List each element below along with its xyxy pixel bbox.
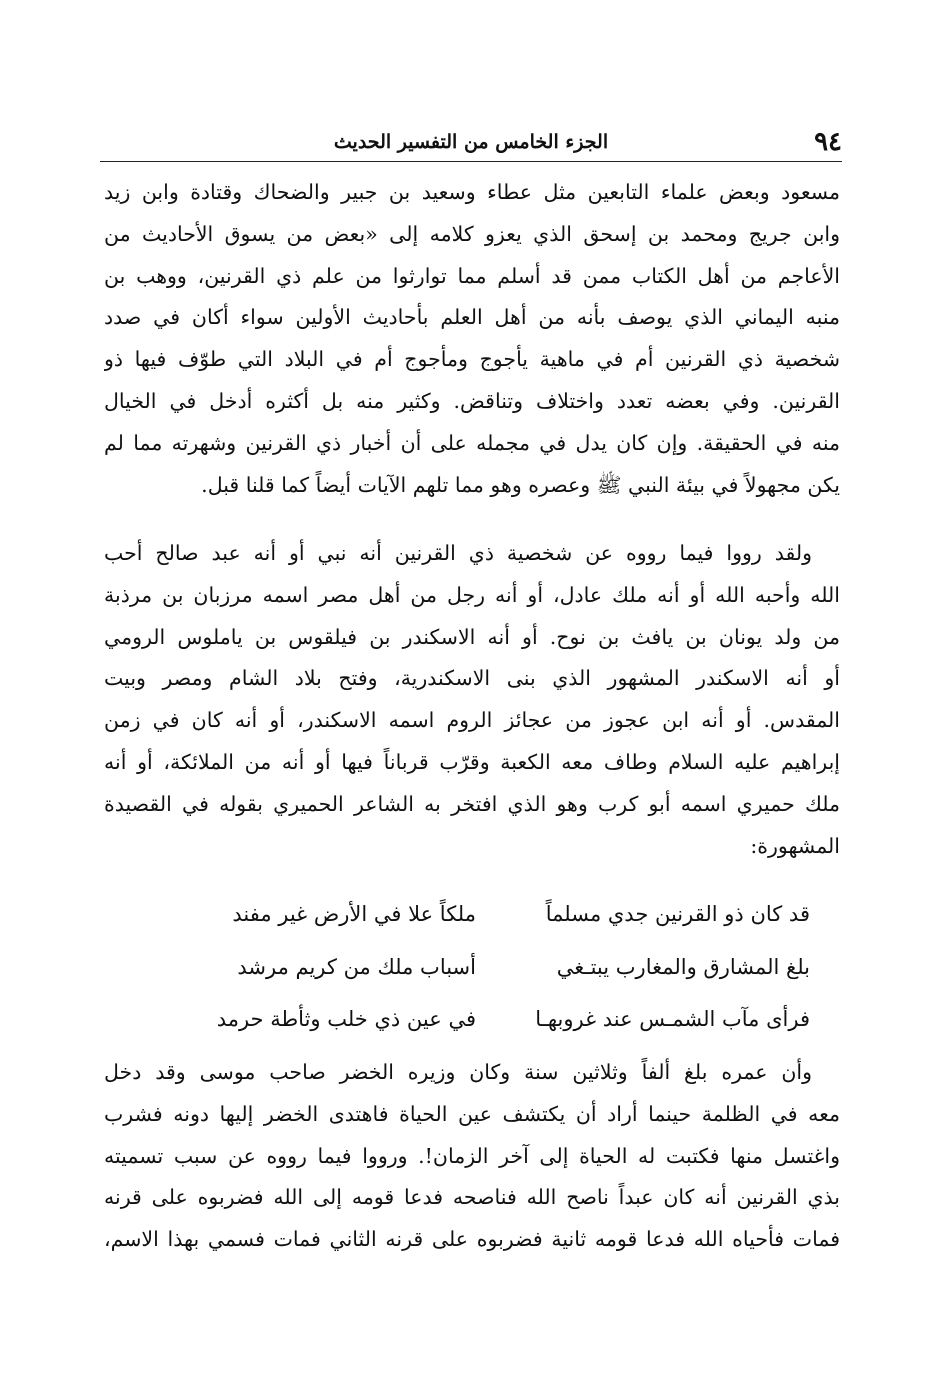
poem bbox=[150, 888, 810, 1046]
paragraph-line: القرنين. وفي بعضه تعدد واختلاف وتناقض. وكثير منه بل أكثره أدخل في الخيال bbox=[104, 388, 840, 413]
page-number: ٩٤ bbox=[814, 127, 842, 157]
poem-first-hemistich: قد كان ذو القرنين جدي مسلماً bbox=[545, 902, 810, 926]
paragraph-line: المقدس. أو أنه ابن عجوز من عجائز الروم اسمه الاسكندر، أو أنه كان في زمن bbox=[104, 708, 840, 733]
paragraph-line: أو أنه الاسكندر المشهور الذي بنى الاسكندرية، وفتح بلاد الشام ومصر وبيت bbox=[104, 666, 840, 691]
paragraph-3 bbox=[104, 1052, 840, 1261]
page-header bbox=[100, 126, 842, 158]
poem-second-hemistich: في عين ذي خلب وثأطة حرمد bbox=[216, 1007, 476, 1031]
paragraph-line: منه في الحقيقة. وإن كان يدل في مجمله على أن أخبار ذي القرنين وشهرته مما لم bbox=[104, 430, 840, 455]
running-title: الجزء الخامس من التفسير الحديث bbox=[333, 131, 609, 153]
paragraph-line: شخصية ذي القرنين أم في ماهية يأجوج ومأجوج أم في البلاد التي طوّف فيها ذو bbox=[104, 347, 840, 372]
poem-verse bbox=[150, 941, 810, 994]
paragraph-line: بذي القرنين أنه كان عبداً ناصح الله فناصحه فدعا قومه إلى الله فضربوه على قرنه bbox=[104, 1185, 840, 1210]
poem-second-hemistich: ملكاً علا في الأرض غير مفند bbox=[232, 902, 476, 926]
paragraph-line: الأعاجم من أهل الكتاب ممن قد أسلم مما توارثوا من علم ذي القرنين، ووهب بن bbox=[104, 263, 840, 288]
paragraph-line: وابن جريج ومحمد بن إسحق الذي يعزو كلامه إلى «بعض من يسوق الأحاديث من bbox=[104, 221, 840, 246]
poem-second-hemistich: أسباب ملك من كريم مرشد bbox=[237, 954, 476, 979]
paragraph-line: ملك حميري اسمه أبو كرب وهو الذي افتخر به الشاعر الحميري بقوله في القصيدة bbox=[104, 791, 840, 816]
paragraph-line: ولقد رووا فيما رووه عن شخصية ذي القرنين أنه نبي أو أنه عبد صالح أحب bbox=[104, 541, 812, 565]
poem-first-hemistich: بلغ المشارق والمغارب يبتـغي bbox=[556, 954, 810, 979]
poem-verse bbox=[150, 888, 810, 941]
paragraph-line: معه في الظلمة حينما أراد أن يكتشف عين الحياة فاهتدى الخضر إليها دونه فشرب bbox=[104, 1101, 840, 1126]
paragraph-line: فمات فأحياه الله فدعا قومه ثانية فضربوه على قرنه الثاني فمات فسمي بهذا الاسم، bbox=[104, 1227, 840, 1252]
poem-verse bbox=[150, 993, 810, 1046]
paragraph-line: منبه اليماني الذي يوصف بأنه من أهل العلم بأحاديث الأولين سواء أكان في صدد bbox=[104, 305, 840, 330]
poem-first-hemistich: فرأى مآب الشمـس عند غروبهـا bbox=[535, 1007, 810, 1031]
paragraph-line: من ولد يونان بن يافث بن نوح. أو أنه الاسكندر بن فيلقوس بن ياملوس الرومي bbox=[104, 624, 840, 649]
header-rule bbox=[100, 161, 842, 162]
paragraph-line: يكن مجهولاً في بيئة النبي ﷺ وعصره وهو مما تلهم الآيات أيضاً كما قلنا قبل. bbox=[201, 472, 840, 497]
paragraph-line: الله وأحبه الله أو أنه ملك عادل، أو أنه رجل من أهل مصر اسمه مرزبان بن مرذبة bbox=[104, 582, 840, 607]
paragraph-line: واغتسل منها فكتبت له الحياة إلى آخر الزمان!. ورووا فيما رووه عن سبب تسميته bbox=[104, 1143, 840, 1168]
paragraph-1 bbox=[104, 172, 840, 506]
paragraph-line: المشهورة: bbox=[750, 833, 840, 858]
paragraph-2 bbox=[104, 533, 840, 867]
paragraph-line: وأن عمره بلغ ألفاً وثلاثين سنة وكان وزيره الخضر صاحب موسى وقد دخل bbox=[104, 1060, 812, 1084]
paragraph-line: مسعود وبعض علماء التابعين مثل عطاء وسعيد بن جبير والضحاك وقتادة وابن زيد bbox=[104, 180, 840, 204]
paragraph-line: إبراهيم عليه السلام وطاف معه الكعبة وقرّب قرباناً فيها أو أنه من الملائكة، أو أنه bbox=[104, 749, 840, 774]
